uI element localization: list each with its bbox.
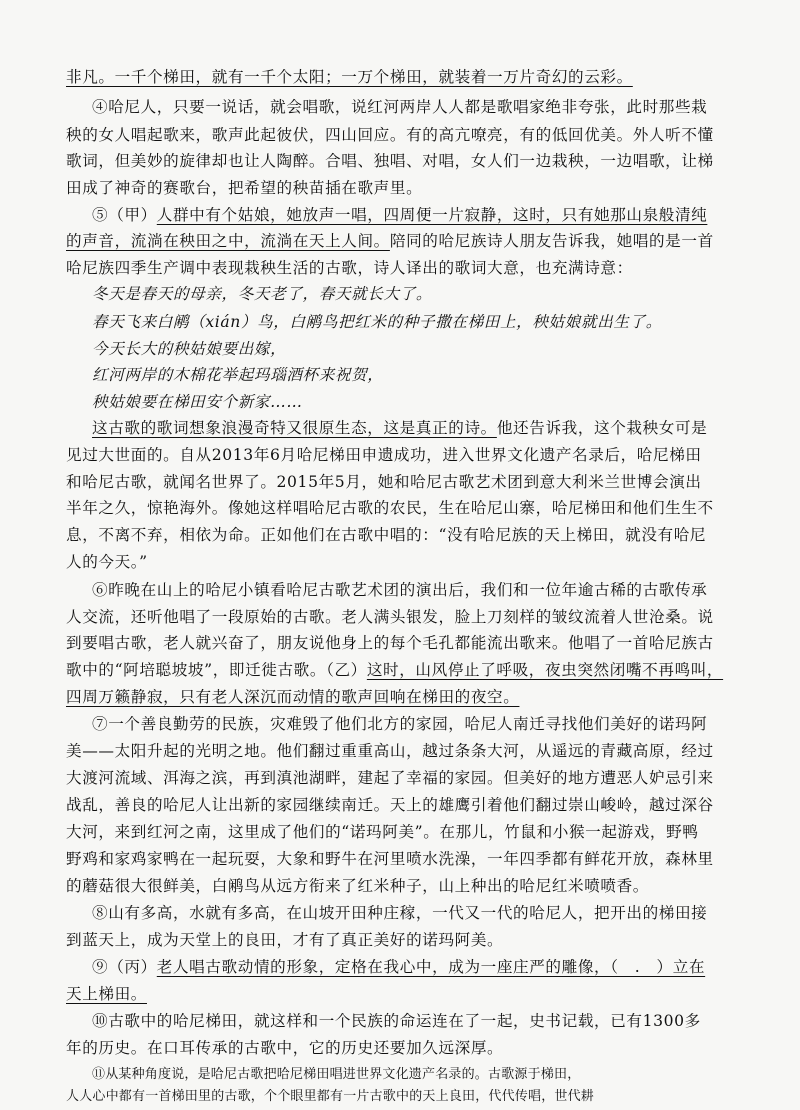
passage-line [92, 956, 705, 978]
underlined-sentence: 这古歌的歌词想象浪漫奇特又很原生态，这是真正的诗。 [92, 419, 497, 437]
passage-text: 歌中的“阿培聪坡坡”，即迁徙古歌。（乙） [66, 661, 367, 679]
passage-line: 歌词，但美妙的旋律却也让人陶醉。合唱、独唱、对唱，女人们一边栽秧，一边唱歌，让梯 [66, 152, 714, 170]
passage-line: 战乱，善良的哈尼人让出新的家园继续南迁。天上的雄鹰引着他们翻过崇山峻岭，越过深谷 [66, 796, 714, 814]
passage-line: 年的历史。在口耳传承的古歌中，它的历史还要加久远深厚。 [66, 1039, 504, 1057]
underlined-sentence-jia: 人群中有个姑娘，她放声一唱，四周便一片寂静，这时，只有她那山泉般清纯 [156, 206, 708, 224]
passage-line: 人交流，还听他唱了一段原始的古歌。老人满头银发，脸上刀刻样的皱纹流着人世沧桑。说 [66, 608, 714, 626]
passage-line: 非凡。一千个梯田，就有一千个太阳；一万个梯田，就装着一万片奇幻的云彩。 [66, 68, 633, 86]
passage-line: ④哈尼人，只要一说话，就会唱歌，说红河两岸人人都是歌唱家绝非夸张，此时那些栽 [92, 98, 708, 116]
passage-line: ⑦一个善良勤劳的民族，灾难毁了他们北方的家园，哈尼人南迁寻找他们美好的诺玛阿 [92, 715, 708, 733]
underlined-sentence-bing-end: 天上梯田。 [66, 985, 147, 1003]
passage-line: 秧的女人唱起歌来，歌声此起彼伏，四山回应。有的高亢嘹亮，有的低回优美。外人听不懂 [66, 126, 714, 144]
passage-line: 见过大世面的。自从2013年6月哈尼梯田申遗成功，进入世界文化遗产名录后，哈尼梯田 [66, 446, 702, 464]
passage-line: ⑩古歌中的哈尼梯田，就这样和一个民族的命运连在了一起，史书记载，已有1300多 [92, 1012, 701, 1030]
passage-line: ⑥昨晚在山上的哈尼小镇看哈尼古歌艺术团的演出后，我们和一位年逾古稀的古歌传承 [92, 581, 708, 599]
passage-line: 人的今天。” [66, 553, 148, 571]
poem-line: 冬天是春天的母亲，冬天老了，春天就长大了。 [92, 285, 433, 303]
passage-line: 息，不离不弃，相依为命。正如他们在古歌中唱的：“没有哈尼族的天上梯田，就没有哈尼 [66, 526, 707, 544]
poem-line: 今天长大的秧姑娘要出嫁， [92, 340, 287, 358]
passage-line [92, 204, 707, 226]
poem-line: 春天飞来白鹇（xián）鸟，白鹇鸟把红米的种子撒在梯田上，秧姑娘就出生了。 [92, 313, 662, 331]
passage-line: 的蘑菇很大很鲜美，白鹇鸟从远方衔来了红米种子，山上种出的哈尼红米喷喷香。 [66, 877, 649, 895]
poem-line: 红河两岸的木棉花举起玛瑙酒杯来祝贺， [92, 366, 384, 384]
passage-line [66, 230, 714, 252]
passage-line: 大河，来到红河之南，这里成了他们的“诺玛阿美”。在那儿，竹鼠和小猴一起游戏，野鸭 [66, 823, 699, 841]
poem-line: 秧姑娘要在梯田安个新家…… [92, 393, 303, 411]
underlined-sentence-yi-end: 四周万籁静寂，只有老人深沉而动情的歌声回响在梯田的夜空。 [66, 688, 520, 706]
passage-line: ⑪从某种角度说，是哈尼古歌把哈尼梯田唱进世界文化遗产名录的。古歌源于梯田， [92, 1067, 581, 1082]
passage-line: 大渡河流域、洱海之滨，再到滇池湖畔，建起了幸福的家园。但美好的地方遭恶人妒忌引来 [66, 769, 714, 787]
passage-line: 到蓝天上，成为天堂上的良田，才有了真正美好的诺玛阿美。 [66, 931, 504, 949]
underlined-sentence-yi: 这时，山风停止了呼吸，夜虫突然闭嘴不再鸣叫， [366, 661, 724, 679]
passage-line [92, 417, 707, 439]
passage-line: 哈尼族四季生产调中表现栽秧生活的古歌，诗人译出的歌词大意，也充满诗意： [66, 259, 633, 277]
underlined-sentence-jia-end: 的声音，流淌在秧田之中，流淌在天上人间。 [66, 232, 390, 250]
passage-line: 半年之久，惊艳海外。像她这样唱哈尼古歌的农民，生在哈尼山寨，哈尼梯田和他们生生不 [66, 499, 714, 517]
passage-line: 美——太阳升起的光明之地。他们翻过重重高山，越过条条大河，从遥远的青藏高原，经过 [66, 742, 714, 760]
passage-line: 田成了神奇的赛歌台，把希望的秧苗插在歌声里。 [66, 179, 423, 197]
passage-line: 野鸡和家鸡家鸭在一起玩耍，大象和野牛在河里喷水洗澡，一年四季都有鲜花开放，森林里 [66, 850, 714, 868]
underlined-sentence-bing: 老人唱古歌动情的形象，定格在我心中，成为一座庄严的雕像，（ . ）立在 [156, 958, 706, 976]
passage-line: ⑧山有多高，水就有多高，在山坡开田种庄稼，一代又一代的哈尼人，把开出的梯田接 [92, 904, 708, 922]
passage-line: 到要唱古歌，老人就兴奋了，朋友说他身上的每个毛孔都能流出歌来。他唱了一首哈尼族古 [66, 634, 714, 652]
passage-line: 人人心中都有一首梯田里的古歌，个个眼里都有一片古歌中的天上良田，代代传唱，世代耕 [66, 1089, 595, 1104]
label-jia: ⑤（甲） [92, 206, 157, 224]
passage-line [66, 659, 723, 681]
passage-text: 他还告诉我，这个栽秧女可是 [496, 419, 708, 437]
label-bing: ⑨（丙） [92, 958, 157, 976]
passage-text: 陪同的哈尼族诗人朋友告诉我，她唱的是一首 [389, 232, 714, 250]
passage-line: 和哈尼古歌，就闻名世界了。2015年5月，她和哈尼古歌艺术团到意大利米兰世博会演出 [66, 473, 702, 491]
